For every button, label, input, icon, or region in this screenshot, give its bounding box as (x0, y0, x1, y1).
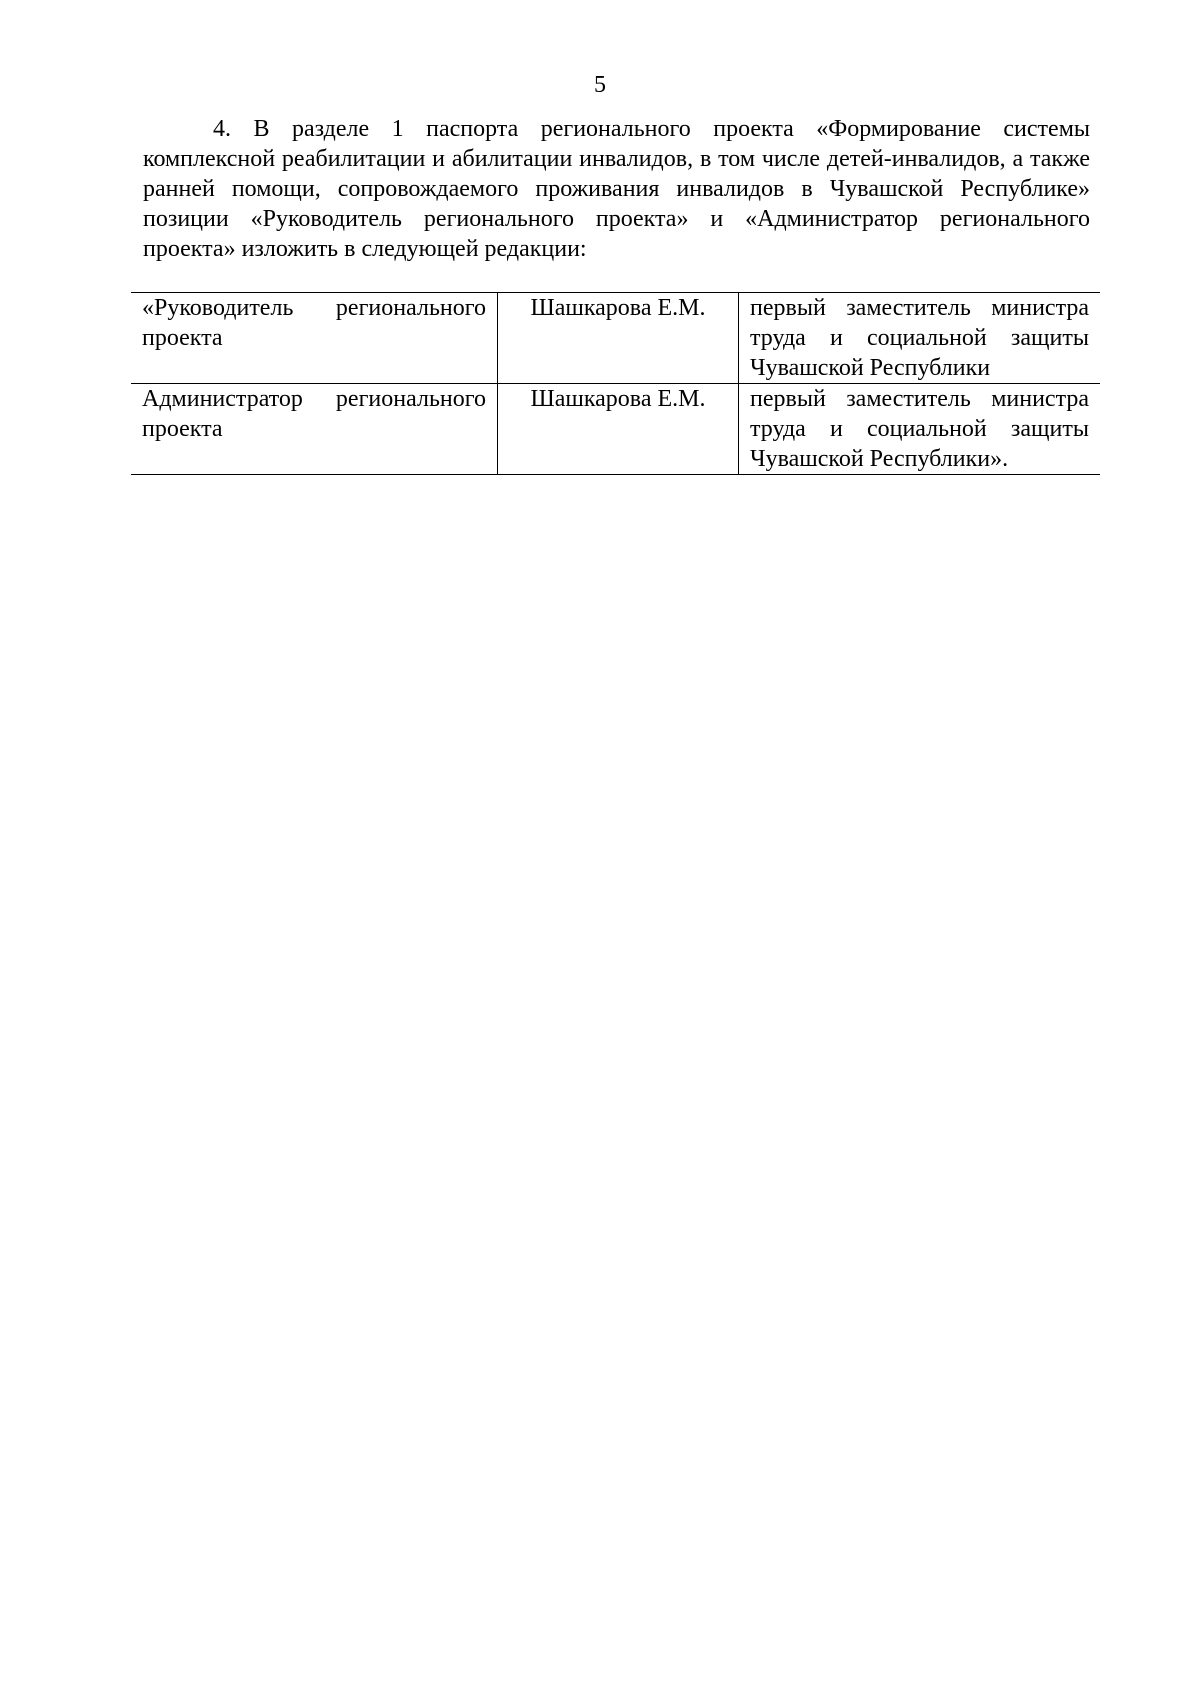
position-cell: первый заместитель министра труда и социальной защиты Чувашской Республики (739, 293, 1101, 384)
page-number: 5 (594, 72, 606, 98)
table-row (131, 384, 1100, 475)
name-cell: Шашкарова Е.М. (498, 293, 739, 384)
role-cell: «Руководитель регионального проекта (131, 293, 498, 384)
position-cell: первый заместитель министра труда и социальной защиты Чувашской Республики». (739, 384, 1101, 475)
positions-table (131, 292, 1100, 475)
table-row (131, 293, 1100, 384)
role-cell: Администратор регионального проекта (131, 384, 498, 475)
amendment-paragraph: 4. В разделе 1 паспорта регионального проекта «Формирование системы комплексной реабилитации и абилитации инвалидов, в том числе детей-инвалидов, а также ранней помощи, сопровождаемого проживания инвалидов в Чувашской Республике» позиции «Руководитель регионального проекта» и «Администратор регионального проекта» изложить в следующей редакции: (143, 116, 1090, 262)
name-cell: Шашкарова Е.М. (498, 384, 739, 475)
